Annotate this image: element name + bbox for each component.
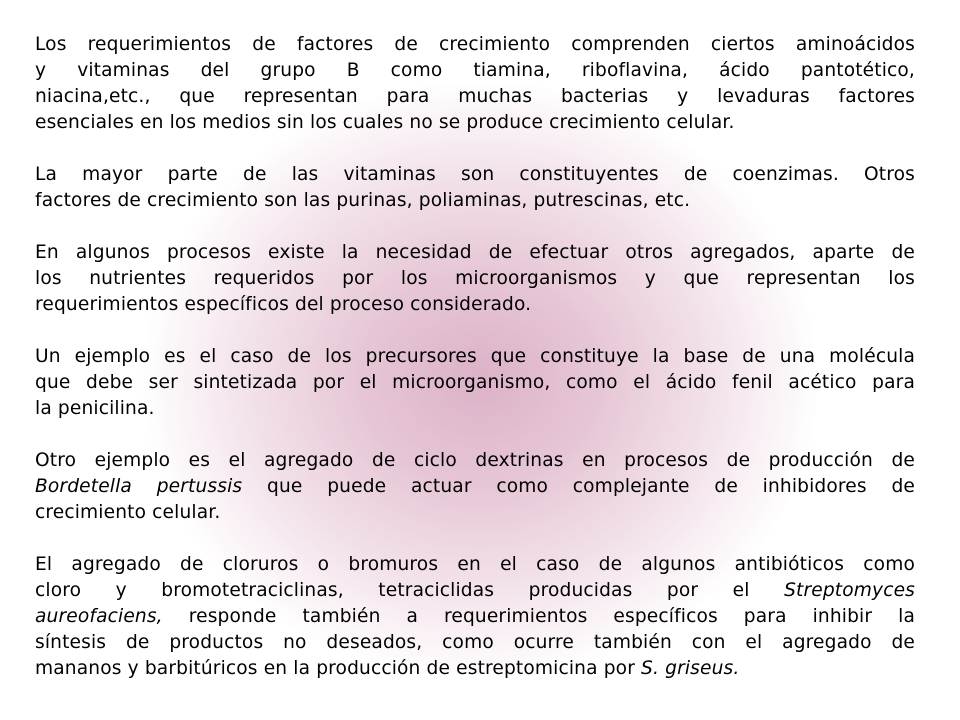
text-run: cloro y bromotetraciclinas, tetraciclidas producidas por el xyxy=(35,580,785,601)
paragraph-cyclodextrins xyxy=(35,448,915,526)
text-run: En algunos procesos existe la necesidad de efectuar otros agregados, aparte de xyxy=(35,242,915,263)
text-line xyxy=(35,630,915,656)
text-line xyxy=(35,292,915,318)
text-run: que puede actuar como complejante de inhibidores de xyxy=(242,476,915,497)
text-run: crecimiento celular. xyxy=(35,502,221,523)
text-run: Los requerimientos de factores de crecimiento comprenden ciertos aminoácidos xyxy=(35,34,915,55)
species-name: aureofaciens, xyxy=(35,606,163,627)
text-line xyxy=(35,656,915,682)
text-line xyxy=(35,240,915,266)
text-line xyxy=(35,396,915,422)
text-line xyxy=(35,84,915,110)
text-run: factores de crecimiento son las purinas, poliaminas, putrescinas, etc. xyxy=(35,190,691,211)
text-run: Un ejemplo es el caso de los precursores que constituye la base de una molécula xyxy=(35,346,915,367)
text-line xyxy=(35,370,915,396)
text-line xyxy=(35,604,915,630)
paragraph-growth-factors xyxy=(35,32,915,136)
text-line xyxy=(35,474,915,500)
text-line xyxy=(35,58,915,84)
text-line xyxy=(35,110,915,136)
text-run: El agregado de cloruros o bromuros en el caso de algunos antibióticos como xyxy=(35,554,915,575)
text-line xyxy=(35,32,915,58)
text-run: esenciales en los medios sin los cuales no se produce crecimiento celular. xyxy=(35,112,735,133)
text-line xyxy=(35,578,915,604)
paragraph-vitamins xyxy=(35,162,915,214)
species-name: Bordetella pertussis xyxy=(35,476,243,497)
text-line xyxy=(35,162,915,188)
paragraph-precursors xyxy=(35,344,915,422)
slide-text-body xyxy=(35,32,915,682)
text-run: síntesis de productos no deseados, como ocurre también con el agregado de xyxy=(35,632,915,653)
species-name: S. griseus. xyxy=(641,658,740,679)
text-run: niacina,etc., que representan para muchas bacterias y levaduras factores xyxy=(35,86,915,107)
text-run: requerimientos específicos del proceso considerado. xyxy=(35,294,532,315)
text-run: que debe ser sintetizada por el microorganismo, como el ácido fenil acético para xyxy=(35,372,915,393)
paragraph-chlorides-bromides xyxy=(35,552,915,682)
text-line xyxy=(35,500,915,526)
text-run: mananos y barbitúricos en la producción de estreptomicina por xyxy=(35,658,642,679)
text-run: La mayor parte de las vitaminas son constituyentes de coenzimas. Otros xyxy=(35,164,915,185)
text-run: los nutrientes requeridos por los microorganismos y que representan los xyxy=(35,268,915,289)
text-run: la penicilina. xyxy=(35,398,155,419)
text-run: Otro ejemplo es el agregado de ciclo dextrinas en procesos de producción de xyxy=(35,450,915,471)
text-line xyxy=(35,344,915,370)
text-line xyxy=(35,552,915,578)
text-line xyxy=(35,188,915,214)
text-run: responde también a requerimientos específicos para inhibir la xyxy=(162,606,915,627)
text-line xyxy=(35,448,915,474)
paragraph-process-additives xyxy=(35,240,915,318)
species-name: Streptomyces xyxy=(784,580,915,601)
text-line xyxy=(35,266,915,292)
text-run: y vitaminas del grupo B como tiamina, riboflavina, ácido pantotético, xyxy=(35,60,915,81)
